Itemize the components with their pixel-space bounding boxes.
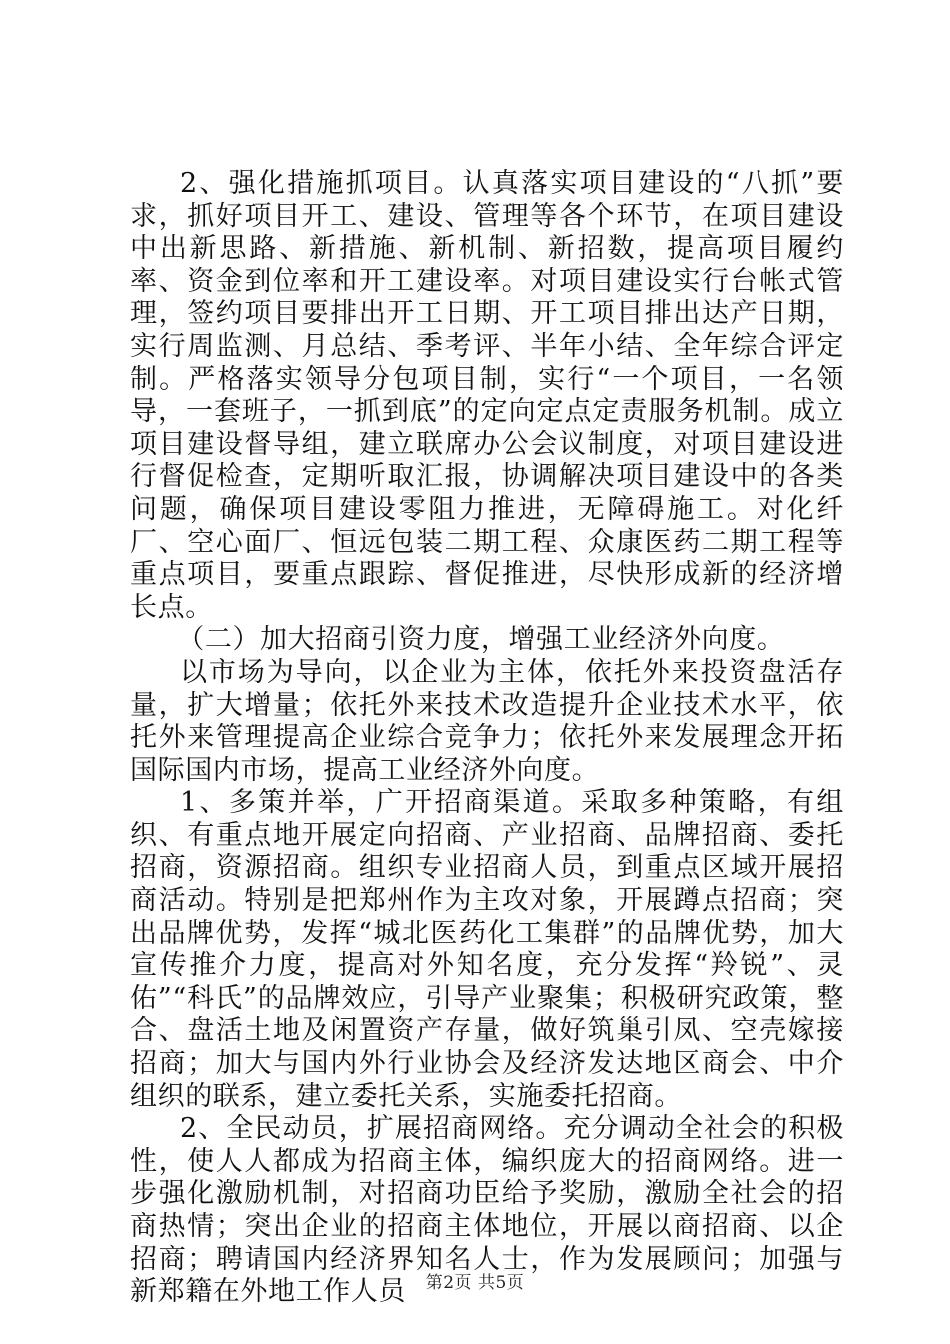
paragraph-mobilization: 2、全民动员，扩展招商网络。充分调动全社会的积极性，使人人都成为招商主体，编织庞大的招商网络。进一步强化激励机制，对招商功臣给予奖励，激励全社会的招商热情；突出企业的招商主体地位，开展以商招商、以企招商；聘请国内经济界知名人士，作为发展顾问；加强与新郑籍在外地工作人员 <box>130 1113 844 1308</box>
page-number-footer: 第2页 共5页 <box>425 1273 525 1293</box>
paragraph-market-oriented: 以市场为导向，以企业为主体，依托外来投资盘活存量，扩大增量；依托外来技术改造提升企业技术水平，依托外来管理提高企业综合竞争力；依托外来发展理念开拓国际国内市场，提高工业经济外向度。 <box>130 656 844 786</box>
paragraph-project-measures: 2、强化措施抓项目。认真落实项目建设的“八抓”要求，抓好项目开工、建设、管理等各个环节，在项目建设中出新思路、新措施、新机制、新招数，提高项目履约率、资金到位率和开工建设率。对项目建设实行台帐式管理，签约项目要排出开工日期、开工项目排出达产日期，实行周监测、月总结、季考评、半年小结、全年综合评定制。严格落实领导分包项目制，实行“一个项目，一名领导，一套班子，一抓到底”的定向定点定责服务机制。成立项目建设督导组，建立联席办公会议制度，对项目建设进行督促检查，定期听取汇报，协调解决项目建设中的各类问题，确保项目建设零阻力推进，无障碍施工。对化纤厂、空心面厂、恒远包装二期工程、众康医药二期工程等重点项目，要重点跟踪、督促推进，尽快形成新的经济增长点。 <box>130 168 844 623</box>
paragraph-multiple-strategies: 1、多策并举，广开招商渠道。采取多种策略，有组织、有重点地开展定向招商、产业招商、品牌招商、委托招商，资源招商。组织专业招商人员，到重点区域开展招商活动。特别是把郑州作为主攻对象，开展蹲点招商；突出品牌优势，发挥“城北医药化工集群”的品牌优势，加大宣传推介力度，提高对外知名度，充分发挥“羚锐”、灵佑”“科氏”的品牌效应，引导产业聚集；积极研究政策，整合、盘活土地及闲置资产存量，做好筑巢引凤、空壳嫁接招商；加大与国内外行业协会及经济发达地区商会、中介组织的联系，建立委托关系，实施委托招商。 <box>130 787 844 1112</box>
document-body <box>130 168 844 1309</box>
section-heading-investment: （二）加大招商引资力度，增强工业经济外向度。 <box>177 624 785 656</box>
